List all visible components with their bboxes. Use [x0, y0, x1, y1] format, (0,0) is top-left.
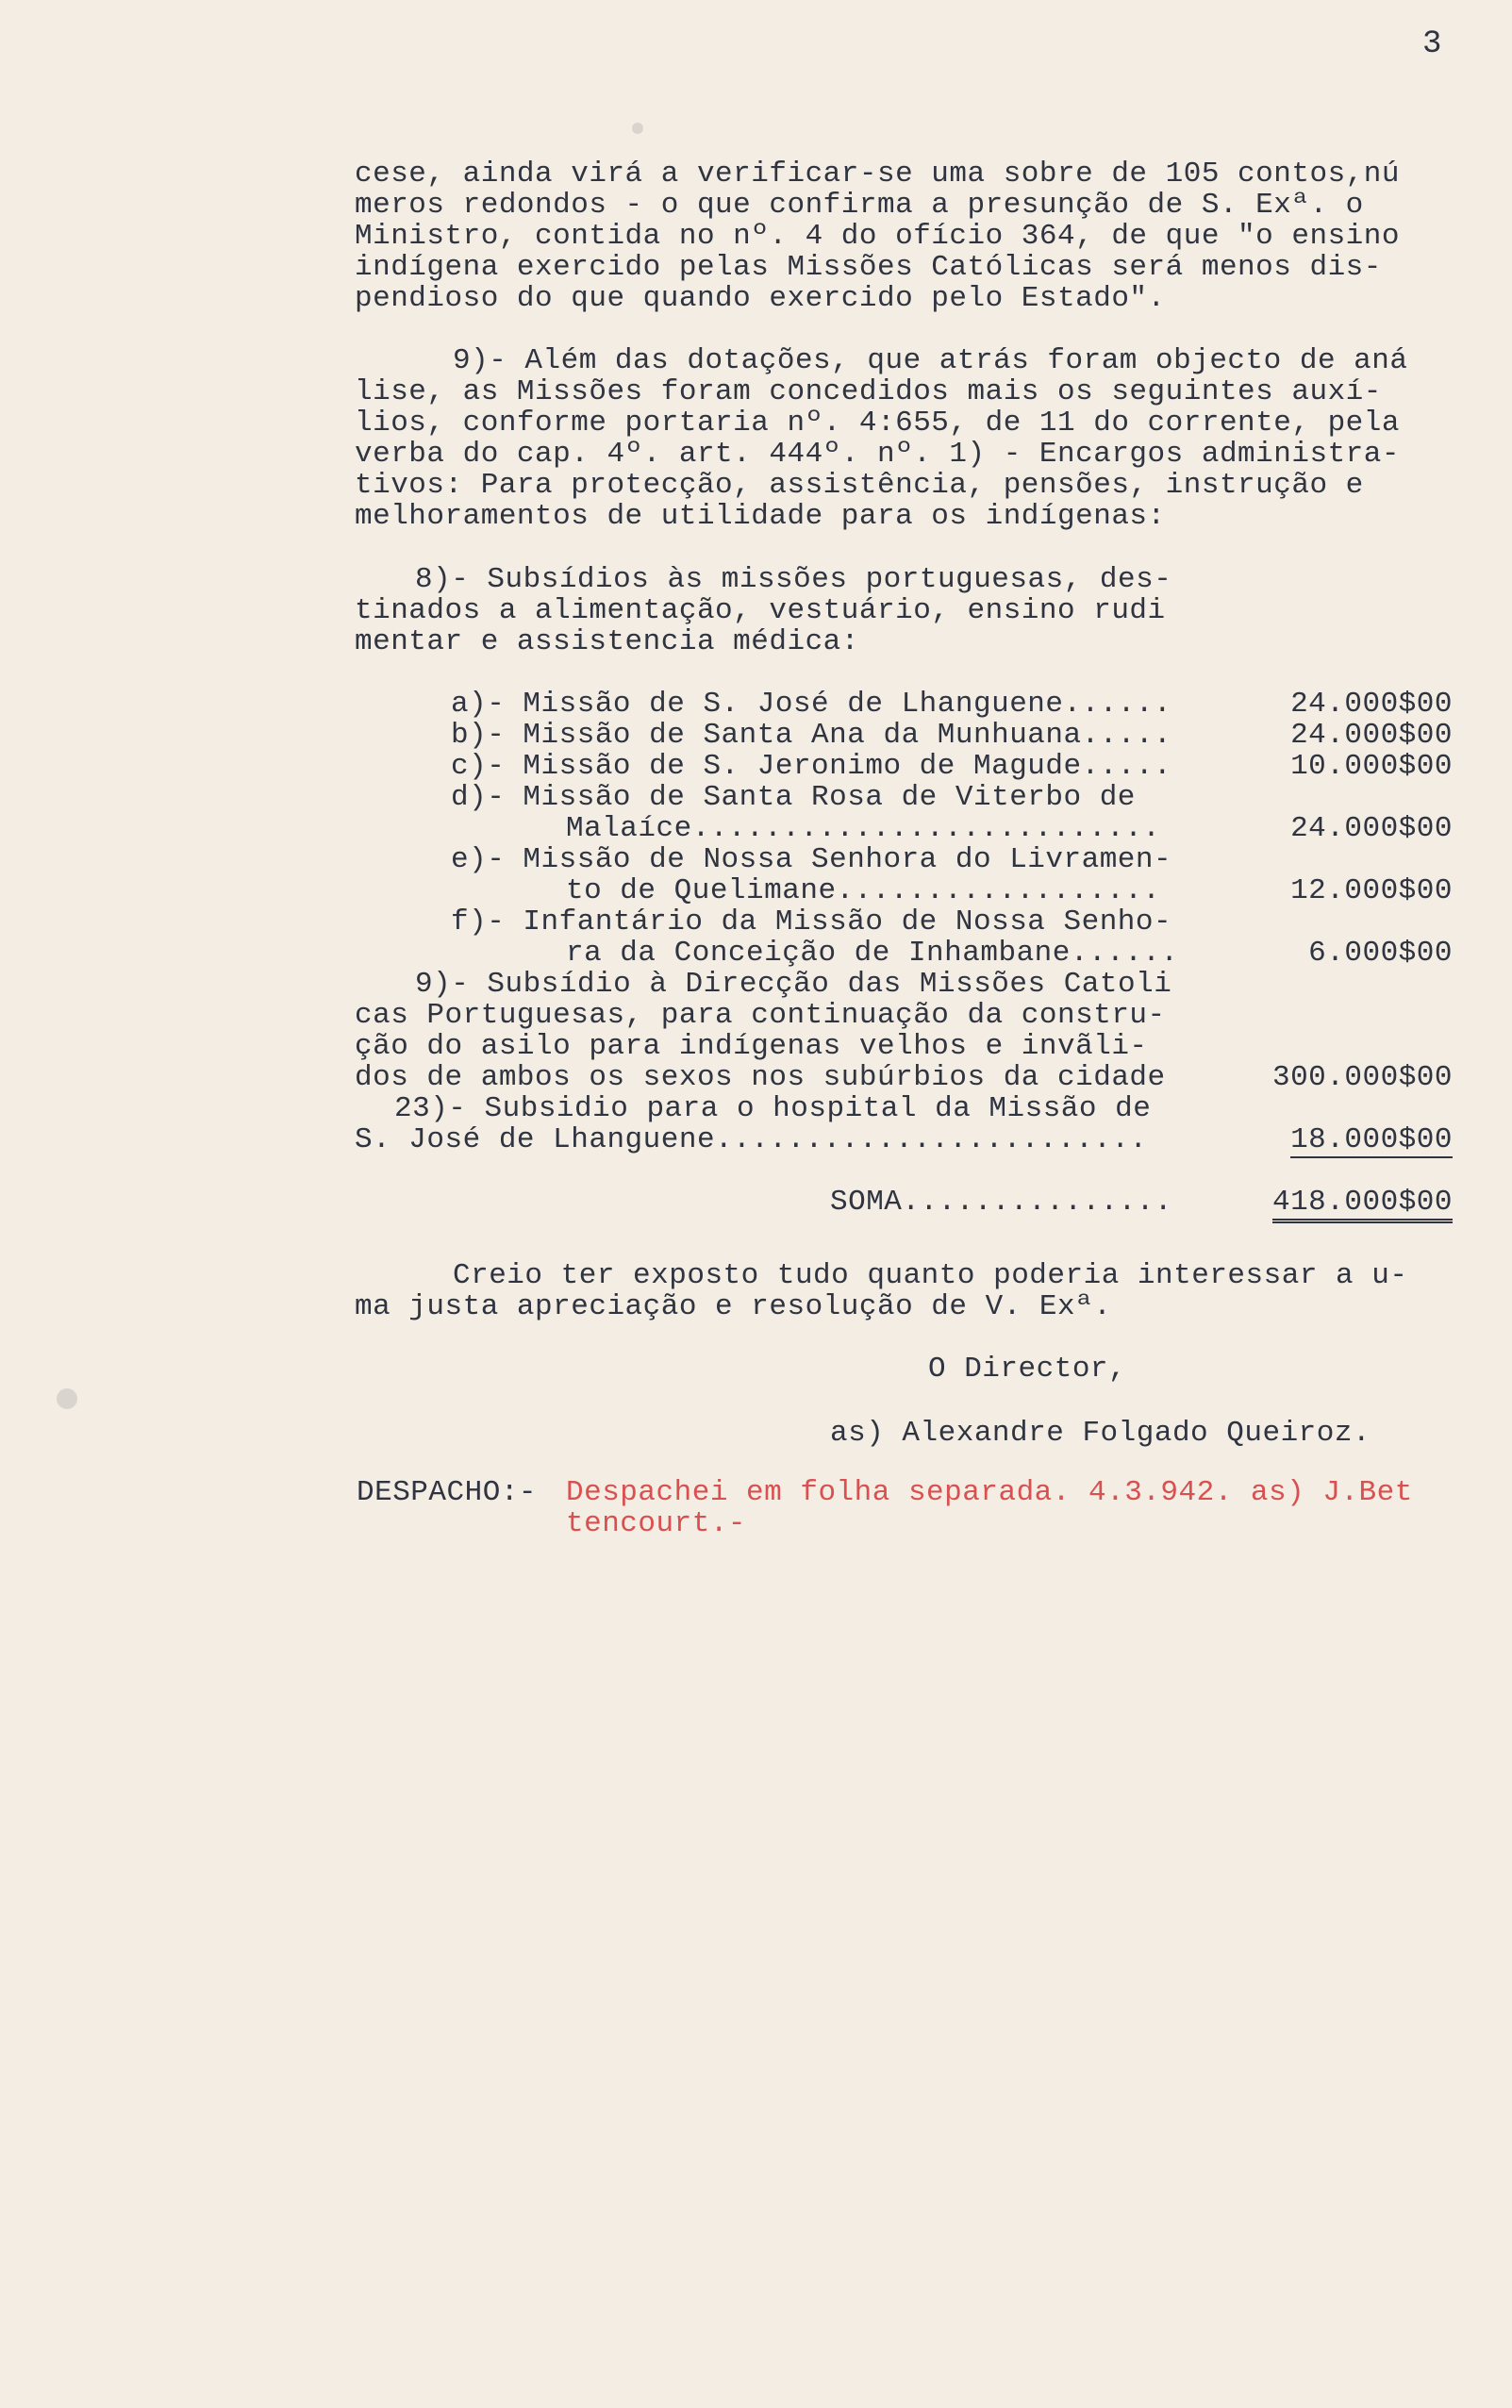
- item-a-amount: 24.000$00: [1290, 688, 1453, 721]
- text-line: indígena exercido pelas Missões Católicas será menos dis-: [355, 251, 1382, 284]
- item-e-amount: 12.000$00: [1290, 874, 1453, 907]
- item-d-label: d)- Missão de Santa Rosa de Viterbo de: [451, 781, 1136, 814]
- item-e-label: e)- Missão de Nossa Senhora do Livramen-: [451, 843, 1172, 876]
- text-line: Ministro, contida no nº. 4 do ofício 364, de que "o ensino: [355, 220, 1400, 253]
- text-line: lise, as Missões foram concedidos mais os seguintes auxí-: [355, 375, 1382, 408]
- text-line: ma justa apreciação e resolução de V. Exª.: [355, 1290, 1112, 1323]
- item-9-label-cont: ção do asilo para indígenas velhos e invãli-: [355, 1030, 1148, 1063]
- text-line: tivos: Para protecção, assistência, pensões, instrução e: [355, 469, 1364, 502]
- item-c-label: c)- Missão de S. Jeronimo de Magude.....: [451, 750, 1172, 783]
- text-line: cese, ainda virá a verificar-se uma sobre de 105 contos,nú: [355, 158, 1400, 191]
- text-line: Creio ter exposto tudo quanto poderia interessar a u-: [453, 1259, 1408, 1292]
- item-9-label: 9)- Subsídio à Direcção das Missões Catoli: [415, 968, 1172, 1001]
- text-line: lios, conforme portaria nº. 4:655, de 11 do corrente, pela: [355, 407, 1400, 440]
- page-number: 3: [1422, 26, 1442, 62]
- text-line: meros redondos - o que confirma a presunção de S. Exª. o: [355, 189, 1364, 222]
- item-d-amount: 24.000$00: [1290, 812, 1453, 845]
- text-line: melhoramentos de utilidade para os indígenas:: [355, 500, 1166, 533]
- item-b-label: b)- Missão de Santa Ana da Munhuana.....: [451, 719, 1172, 752]
- signature-title: O Director,: [928, 1353, 1127, 1386]
- text-line: pendioso do que quando exercido pelo Estado".: [355, 282, 1166, 315]
- item-23-amount: [1217, 1124, 1453, 1155]
- total-amount: [1217, 1187, 1453, 1218]
- item-23-amount-value: 18.000$00: [1290, 1123, 1453, 1156]
- text-line: 9)- Além das dotações, que atrás foram objecto de aná: [453, 344, 1408, 377]
- despacho-text-cont: tencourt.-: [566, 1507, 747, 1540]
- item-23-label: 23)- Subsidio para o hospital da Missão de: [394, 1092, 1152, 1125]
- item-d-label-cont: Malaíce..........................: [566, 812, 1161, 845]
- paper-spot: [632, 123, 643, 134]
- item-9-amount: 300.000$00: [1271, 1061, 1453, 1094]
- despacho-label: DESPACHO:-: [357, 1476, 538, 1509]
- despacho-text: Despachei em folha separada. 4.3.942. as) J.Bet: [566, 1476, 1413, 1509]
- total-amount-value: 418.000$00: [1272, 1186, 1453, 1223]
- paper-spot: [57, 1388, 77, 1409]
- item-b-amount: 24.000$00: [1290, 719, 1453, 752]
- text-line: 8)- Subsídios às missões portuguesas, des-: [415, 563, 1172, 596]
- total-label: SOMA...............: [830, 1186, 1172, 1219]
- item-9-label-cont: dos de ambos os sexos nos subúrbios da cidade: [355, 1061, 1166, 1094]
- item-e-label-cont: to de Quelimane..................: [566, 874, 1161, 907]
- text-line: verba do cap. 4º. art. 444º. nº. 1) - Encargos administra-: [355, 438, 1400, 471]
- item-c-amount: 10.000$00: [1290, 750, 1453, 783]
- signature-name: as) Alexandre Folgado Queiroz.: [830, 1417, 1371, 1450]
- text-line: tinados a alimentação, vestuário, ensino rudi: [355, 594, 1166, 627]
- item-f-label: f)- Infantário da Missão de Nossa Senho-: [451, 905, 1172, 938]
- item-f-amount: 6.000$00: [1308, 937, 1453, 970]
- text-line: mentar e assistencia médica:: [355, 625, 859, 658]
- item-f-label-cont: ra da Conceição de Inhambane......: [566, 937, 1179, 970]
- item-23-label-cont: S. José de Lhanguene........................: [355, 1123, 1148, 1156]
- item-9-label-cont: cas Portuguesas, para continuação da constru-: [355, 999, 1166, 1032]
- item-a-label: a)- Missão de S. José de Lhanguene......: [451, 688, 1172, 721]
